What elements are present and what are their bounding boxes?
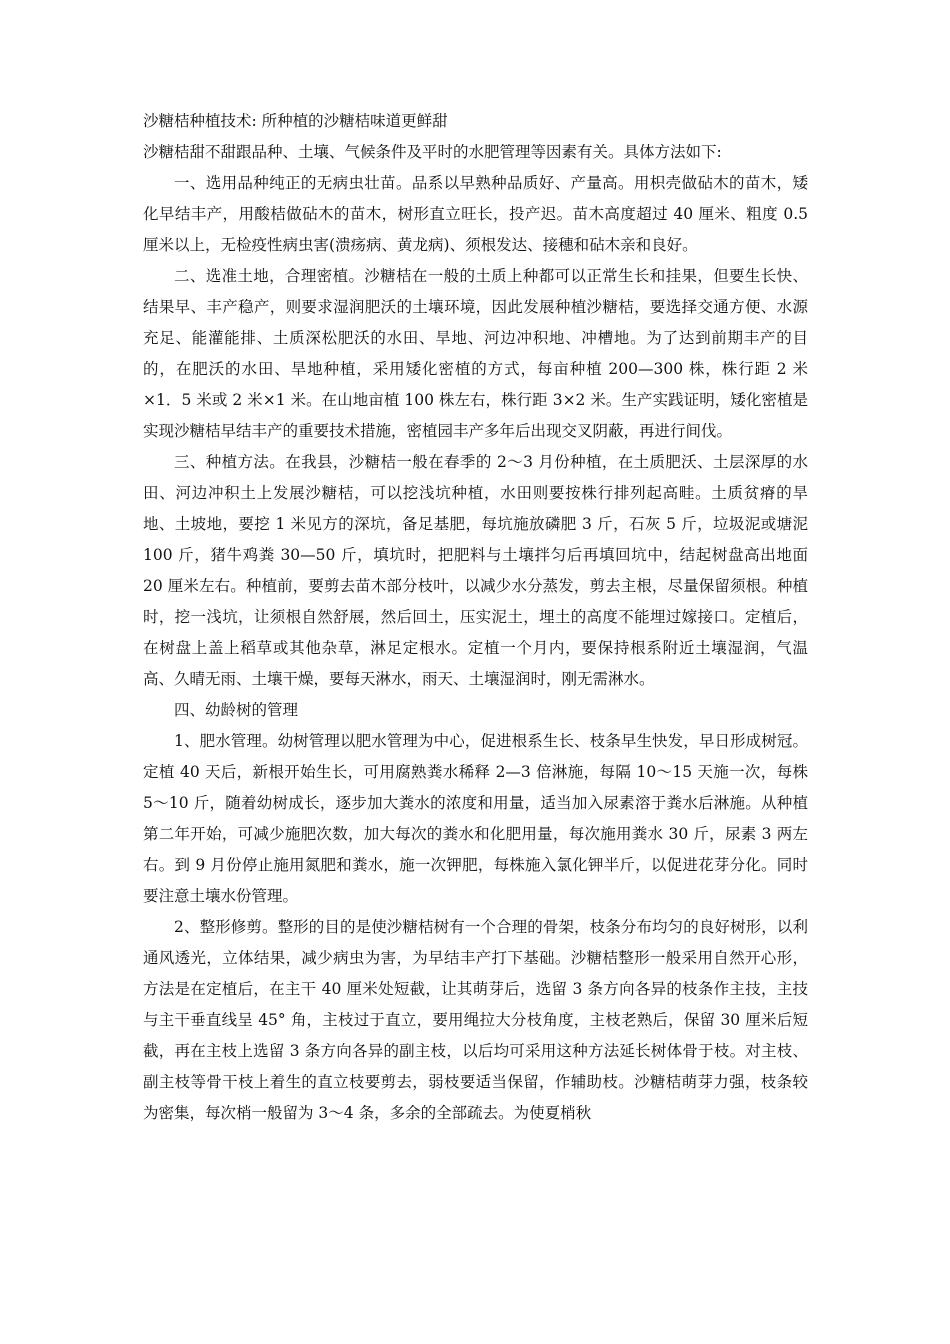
intro-paragraph: 沙糖桔甜不甜跟品种、土壤、气候条件及平时的水肥管理等因素有关。具体方法如下: [143,143,722,161]
paragraph-planting-method: 三、种植方法。在我县，沙糖桔一般在春季的 2～3 月份种植，在土质肥沃、土层深厚的水田、河边冲积土上发展沙糖桔，可以挖浅坑种植，水田则要按株行排列起高畦。土质贫瘠的旱地、土坡地，要挖 1 米见方的深坑，备足基肥，每坑施放磷肥 3 斤，石灰 5 斤，垃圾泥或塘泥 100 斤，猪牛鸡粪 30—50 斤，填坑时，把肥料与土壤拌匀后再填回坑中，结起树盘高出地面 20 厘米左右。种植前，要剪去苗木部分枝叶，以减少水分蒸发，剪去主根，尽量保留须根。种植时，挖一浅坑，让须根自然舒展，然后回土，压实泥土，埋土的高度不能埋过嫁接口。定植后，在树盘上盖上稻草或其他杂草，淋足定根水。定植一个月内，要保持根系附近土壤湿润，气温高、久晴无雨、土壤干燥，要每天淋水，雨天、土壤湿润时，刚无需淋水。 [143,453,808,688]
document-title: 沙糖桔种植技术: 所种植的沙糖桔味道更鲜甜 [143,112,448,130]
document-body [143,106,808,1129]
paragraph-seedlings: 一、选用品种纯正的无病虫壮苗。品系以早熟种品质好、产量高。用枳壳做砧木的苗木，矮化早结丰产，用酸桔做砧木的苗木，树形直立旺长，投产迟。苗木高度超过 40 厘米、粗度 0.5 厘米以上，无检疫性病虫害(溃疡病、黄龙病)、须根发达、接穗和砧木亲和良好。 [143,174,808,254]
section-heading-young-tree-management: 四、幼龄树的管理 [174,701,299,719]
paragraph-pruning: 2、整形修剪。整形的目的是使沙糖桔树有一个合理的骨架，枝条分布均匀的良好树形，以利通风透光，立体结果，减少病虫为害，为早结丰产打下基础。沙糖桔整形一般采用自然开心形，方法是在定植后，在主干 40 厘米处短截，让其萌芽后，选留 3 条方向各异的枝条作主技，主技与主干垂直线呈 45° 角，主枝过于直立，要用绳拉大分枝角度，主枝老熟后，保留 30 厘米后短截，再在主枝上选留 3 条方向各异的副主枝，以后均可采用这种方法延长树体骨于枝。对主枝、副主枝等骨干枝上着生的直立枝要剪去，弱枝要适当保留，作辅助枝。沙糖桔萌芽力强，枝条较为密集，每次梢一般留为 3～4 条，多余的全部疏去。为使夏梢秋 [143,918,808,1122]
paragraph-land-selection: 二、选准土地，合理密植。沙糖桔在一般的土质上种都可以正常生长和挂果，但要生长快、结果早、丰产稳产，则要求湿润肥沃的土壤环境，因此发展种植沙糖桔，要选择交通方便、水源充足、能灌能排、土质深松肥沃的水田、旱地、河边冲积地、冲槽地。为了达到前期丰产的目的，在肥沃的水田、旱地种植，采用矮化密植的方式，每亩种植 200—300 株，株行距 2 米×1．5 米或 2 米×1 米。在山地亩植 100 株左右，株行距 3×2 米。生产实践证明，矮化密植是实现沙糖桔早结丰产的重要技术措施，密植园丰产多年后出现交叉阴蔽，再进行间伐。 [143,267,808,440]
paragraph-fertilizer-water: 1、肥水管理。幼树管理以肥水管理为中心，促进根系生长、枝条早生快发，早日形成树冠。定植 40 天后，新根开始生长，可用腐熟粪水稀释 2—3 倍淋施，每隔 10～15 天施一次，每株 5～10 斤，随着幼树成长，逐步加大粪水的浓度和用量，适当加入尿素溶于粪水后淋施。从种植第二年开始，可减少施肥次数，加大每次的粪水和化肥用量，每次施用粪水 30 斤，尿素 3 两左右。到 9 月份停止施用氮肥和粪水，施一次钾肥，每株施入氯化钾半斤，以促进花芽分化。同时要注意土壤水份管理。 [143,732,808,905]
